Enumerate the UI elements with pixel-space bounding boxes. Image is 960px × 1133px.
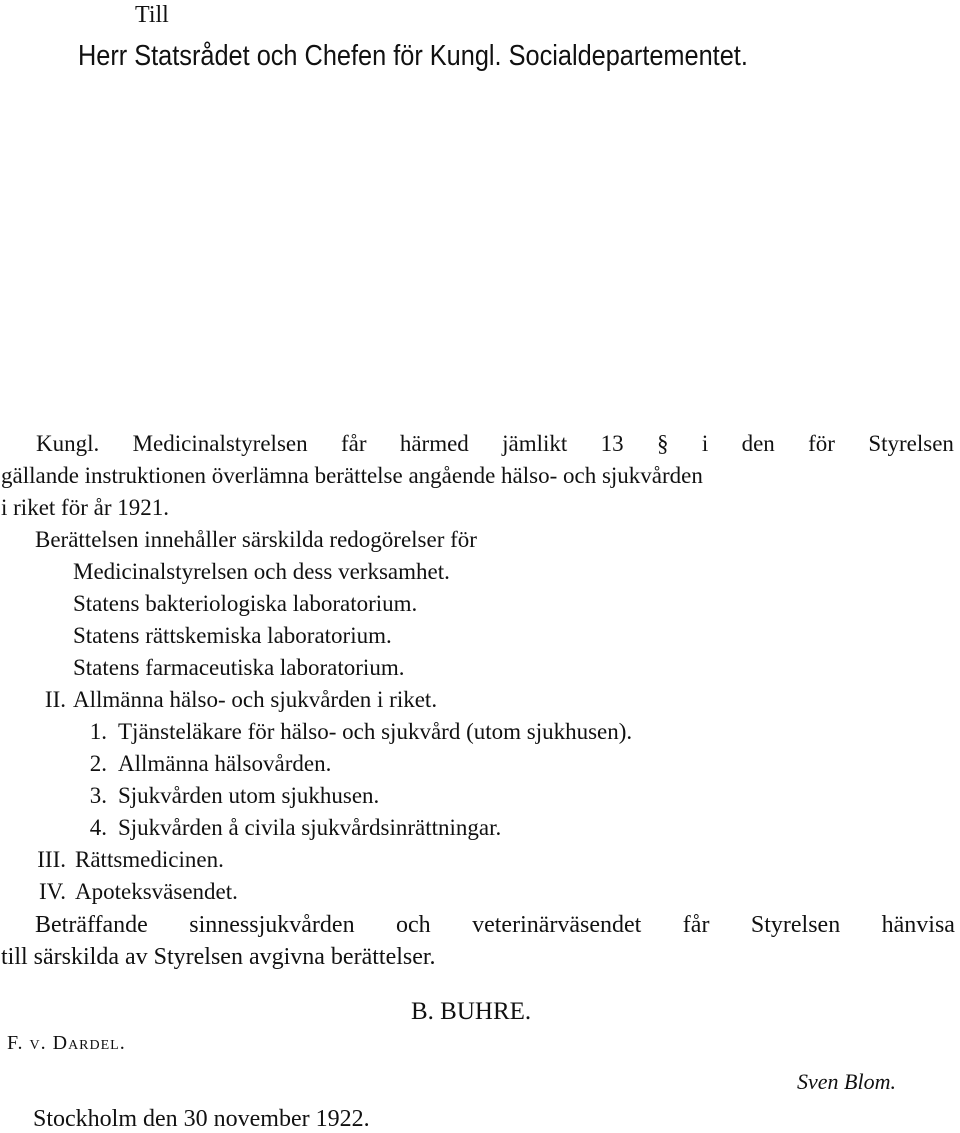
word: och xyxy=(396,912,431,938)
signature-right: Sven Blom. xyxy=(797,1069,896,1094)
intro-line xyxy=(36,432,954,455)
section-number: 2. xyxy=(89,751,107,776)
section-number: IV. xyxy=(38,879,66,904)
closing-line: till särskilda av Styrelsen avgivna berättelser. xyxy=(1,944,436,970)
section-title: Apoteksväsendet. xyxy=(75,879,238,904)
intro-line: gällande instruktionen överlämna berättelse angående hälso- och sjukvården xyxy=(1,463,703,488)
section-number: 3. xyxy=(89,783,107,808)
word: härmed xyxy=(399,431,469,456)
signature-primary: B. BUHRE. xyxy=(411,998,532,1025)
section-number: 1. xyxy=(89,719,107,744)
address-to: Till xyxy=(135,2,169,28)
word: den xyxy=(741,431,775,456)
contents-intro: Berättelsen innehåller särskilda redogörelser för xyxy=(35,527,477,552)
word: 13 xyxy=(600,431,624,456)
intro-line: i riket för år 1921. xyxy=(1,495,169,520)
section-title: Statens rättskemiska laboratorium. xyxy=(73,623,392,648)
section-title: Allmänna hälsovården. xyxy=(118,751,332,776)
section-title: Statens farmaceutiska laboratorium. xyxy=(73,655,405,680)
section-title: Sjukvården å civila sjukvårdsinrättningar. xyxy=(118,815,502,840)
section-title: Medicinalstyrelsen och dess verksamhet. xyxy=(73,559,450,584)
address-recipient: Herr Statsrådet och Chefen för Kungl. Socialdepartementet. xyxy=(78,40,748,72)
word: i xyxy=(701,431,709,456)
word: får xyxy=(340,431,367,456)
word: § xyxy=(657,431,669,456)
word: Medicinalstyrelsen xyxy=(132,431,308,456)
word: för xyxy=(808,431,835,456)
closing-line xyxy=(35,913,955,937)
word: får xyxy=(682,912,710,938)
section-number: III. xyxy=(37,847,66,872)
dateline: Stockholm den 30 november 1922. xyxy=(33,1106,370,1132)
word: jämlikt xyxy=(502,431,568,456)
section-number: II. xyxy=(44,687,66,712)
word: Beträffande xyxy=(35,912,148,938)
word: Styrelsen xyxy=(750,912,841,938)
word: sinnessjukvården xyxy=(189,912,355,938)
word: hänvisa xyxy=(881,912,955,938)
word: Styrelsen xyxy=(868,431,954,456)
section-title: Rättsmedicinen. xyxy=(75,847,224,872)
signature-left: F. v. Dardel. xyxy=(7,1032,126,1054)
section-title: Tjänsteläkare för hälso- och sjukvård (utom sjukhusen). xyxy=(118,719,633,744)
word: veterinärväsendet xyxy=(472,912,642,938)
section-title: Allmänna hälso- och sjukvården i riket. xyxy=(73,687,438,712)
section-title: Sjukvården utom sjukhusen. xyxy=(118,783,380,808)
section-title: Statens bakteriologiska laboratorium. xyxy=(73,591,418,616)
word: Kungl. xyxy=(36,431,100,456)
section-number: 4. xyxy=(89,815,107,840)
